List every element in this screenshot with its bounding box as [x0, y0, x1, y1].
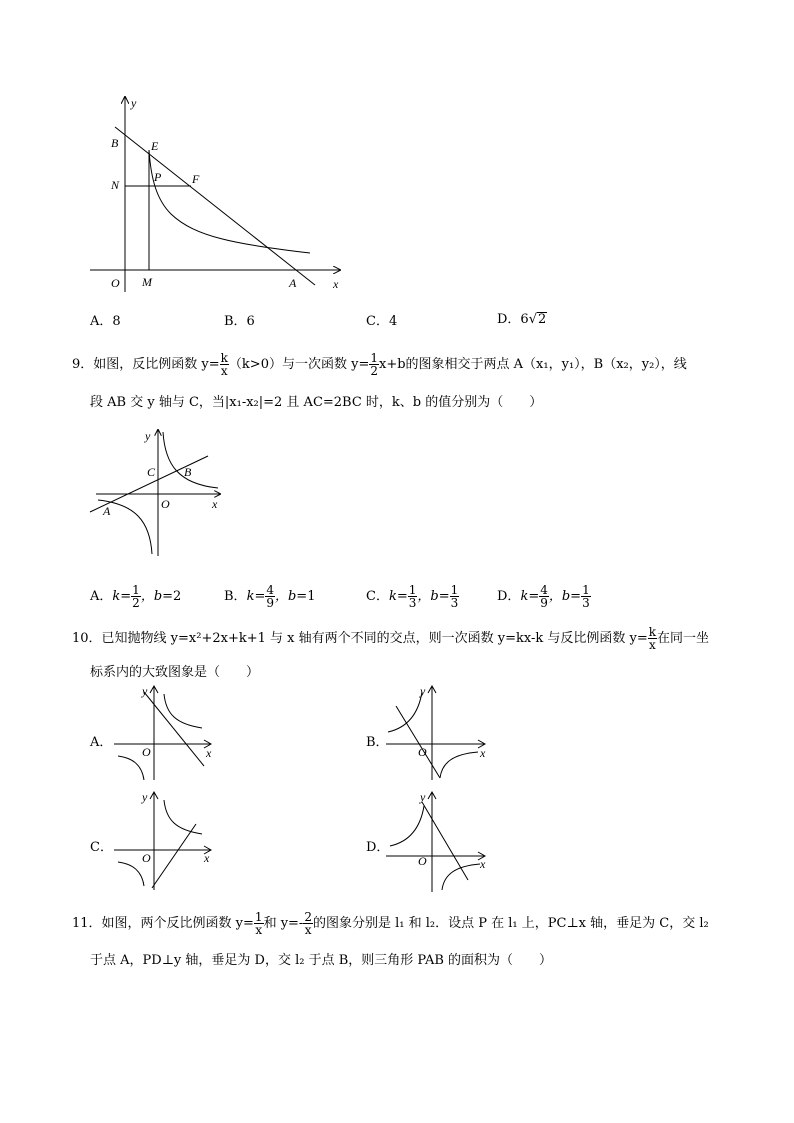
q10-option-d-graph	[384, 788, 494, 893]
q8-figure	[85, 92, 355, 297]
svg-text:y: y	[420, 790, 426, 804]
q8-label-p: P	[154, 170, 162, 184]
q9-stem-start: 9．如图，反比例函数 y=	[72, 357, 220, 372]
svg-text:y: y	[420, 684, 426, 698]
svg-text:y: y	[142, 790, 148, 804]
q10-fraction-k-x: $\frac{k}{x}$	[648, 625, 657, 652]
q9-label-a: A	[103, 504, 111, 518]
q8-label-y: y	[131, 96, 137, 110]
q10-option-a-graph	[112, 682, 222, 782]
svg-text:O: O	[142, 745, 151, 759]
q11-stem-end: 的图象分别是 l₁ 和 l₂．设点 P 在 l₁ 上，PC⊥x 轴，垂足为 C，交 l₂	[312, 916, 709, 931]
q8-option-d-root: 2	[538, 312, 547, 327]
q9-label-o: O	[161, 497, 170, 511]
q8-option-c: C．4	[366, 314, 398, 329]
q8-label-e: E	[151, 139, 159, 153]
q9-option-c: C．k= $\frac{1}{3}$ ，b= $\frac{1}{3}$	[366, 583, 459, 610]
q9-fraction-k-x: $\frac{k}{x}$	[220, 351, 228, 378]
q9-line1	[72, 352, 687, 377]
q11-stem-start: 11．如图，两个反比例函数 y=	[72, 916, 254, 931]
q9-stem-rest: x+b的图象相交于两点 A（x₁，y₁），B（x₂，y₂），线	[378, 357, 687, 372]
q9-option-a: A．k= $\frac{1}{2}$ ，b=2	[90, 583, 182, 610]
q11-fraction-2-x: $\frac{2}{x}$	[304, 910, 312, 937]
q11-fraction-1-x: $\frac{1}{x}$	[254, 910, 263, 937]
q10-line2: 标系内的大致图象是（ ）	[90, 665, 260, 680]
q10-stem-end: 在同一坐	[657, 631, 710, 646]
q8-label-a: A	[289, 276, 297, 290]
q10-stem-start: 10．已知抛物线 y=x²+2x+k+1 与 x 轴有两个不同的交点，则一次函数 y=kx-k 与反比例函数 y=	[72, 631, 648, 646]
q9-label-b: B	[184, 465, 192, 479]
q10-option-d-label: D．	[366, 840, 390, 855]
svg-text:O: O	[418, 854, 427, 868]
svg-text:x: x	[480, 857, 486, 871]
q10-option-a-label: A．	[90, 735, 113, 750]
q8-label-b: B	[111, 136, 119, 150]
q8-label-x: x	[333, 277, 339, 291]
q10-option-b-graph	[384, 682, 494, 782]
svg-text:O: O	[142, 851, 151, 865]
q10-option-b-label: B．	[366, 735, 389, 750]
q11-stem-mid: 和 y=-	[263, 916, 304, 931]
svg-text:x: x	[204, 851, 210, 865]
q9-label-x: x	[212, 497, 218, 511]
q8-option-b: B．6	[224, 314, 255, 329]
q9-figure	[88, 426, 228, 558]
q8-label-n: N	[111, 178, 120, 192]
q9-option-d: D．k= $\frac{4}{9}$ ，b= $\frac{1}{3}$	[497, 583, 590, 610]
q8-option-d: D．6√2	[497, 312, 547, 327]
q9-fraction-half: $\frac{1}{2}$	[370, 351, 378, 378]
q8-label-f: F	[192, 172, 200, 186]
svg-text:x: x	[206, 746, 212, 760]
q10-option-c-label: C．	[90, 840, 113, 855]
q9-label-y: y	[145, 429, 151, 443]
q9-label-c: C	[147, 465, 156, 479]
q9-option-b: B．k= $\frac{4}{9}$ ，b=1	[224, 583, 316, 610]
q10-option-c-graph	[112, 788, 222, 893]
q8-option-a: A．8	[90, 314, 121, 329]
svg-text:y: y	[142, 684, 148, 698]
q9-stem-cond: （k>0）与一次函数 y=	[228, 357, 370, 372]
q10-line1	[72, 626, 709, 651]
q11-line1	[72, 911, 709, 936]
q8-label-m: M	[142, 275, 152, 289]
q8-hyperbola	[149, 150, 310, 253]
q8-label-o: O	[111, 276, 120, 290]
q11-line2: 于点 A，PD⊥y 轴，垂足为 D，交 l₂ 于点 B，则三角形 PAB 的面积为（ ）	[90, 953, 553, 968]
svg-text:O: O	[418, 745, 427, 759]
q9-line2: 段 AB 交 y 轴与 C，当|x₁-x₂|=2 且 AC=2BC 时，k、b 的值分别为（ ）	[90, 395, 543, 410]
q8-option-d-prefix: D．6	[497, 312, 529, 327]
q8-line-ba	[115, 127, 315, 285]
q9-hyperbola-q1	[163, 432, 218, 488]
svg-text:x: x	[480, 746, 486, 760]
